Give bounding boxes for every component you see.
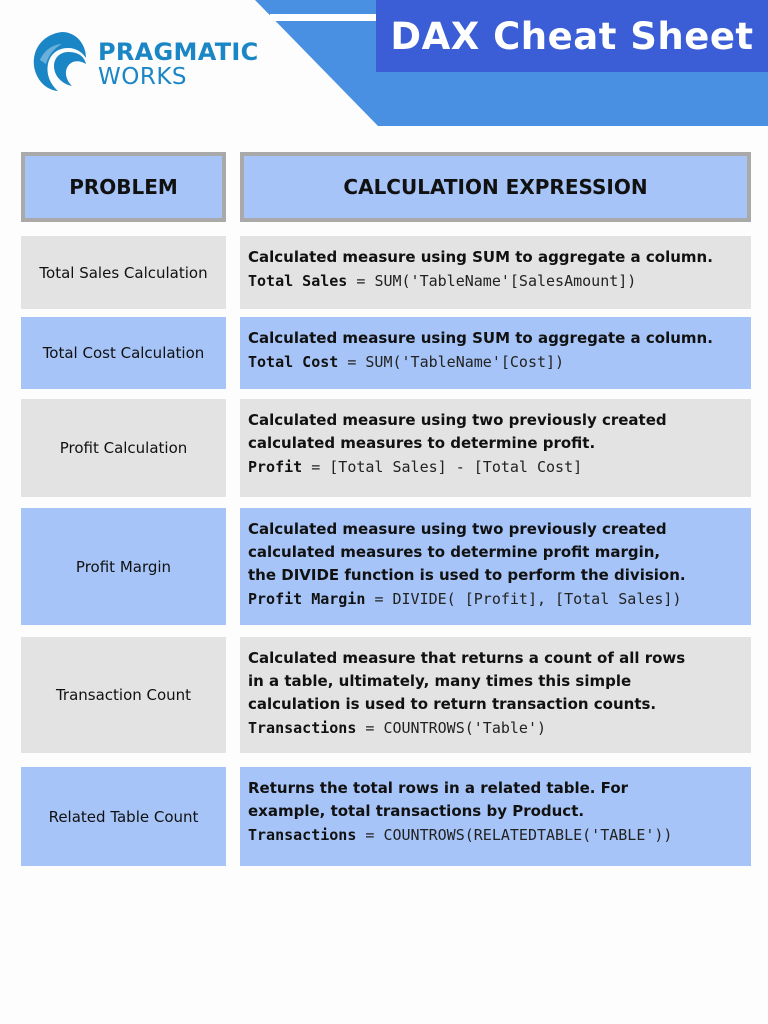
expression-description: Calculated measure using SUM to aggregate a column. xyxy=(248,248,713,266)
dax-expression: SUM('TableName'[Cost]) xyxy=(365,353,565,371)
equals-operator: = xyxy=(365,826,375,844)
problem-label: Profit Margin xyxy=(75,557,172,576)
measure-name: Total Sales xyxy=(248,272,348,290)
row-problem-total-sales xyxy=(21,236,226,309)
dax-code xyxy=(248,350,743,374)
expression-description: Calculated measure that returns a count of all rows in a table, ultimately, many times this simple calculation is used to return transaction counts. xyxy=(248,649,686,713)
row-problem-transaction-count xyxy=(21,637,226,753)
column-header-calculation xyxy=(240,152,751,222)
equals-operator: = xyxy=(311,458,321,476)
pragmatic-works-logo[interactable] xyxy=(32,30,272,94)
row-problem-profit-margin xyxy=(21,508,226,625)
equals-operator: = xyxy=(347,353,357,371)
dax-expression: DIVIDE( [Profit], [Total Sales]) xyxy=(392,590,682,608)
row-expression-total-sales xyxy=(240,236,751,309)
equals-operator: = xyxy=(365,719,375,737)
dax-expression: COUNTROWS(RELATEDTABLE('TABLE')) xyxy=(383,826,673,844)
dax-code xyxy=(248,716,743,740)
dax-code xyxy=(248,587,743,611)
dax-expression: SUM('TableName'[SalesAmount]) xyxy=(374,272,637,290)
problem-label: Related Table Count xyxy=(48,807,199,826)
column-header-problem xyxy=(21,152,226,222)
row-expression-transaction-count xyxy=(240,637,751,753)
expression-description: Returns the total rows in a related table. For example, total transactions by Product. xyxy=(248,779,629,820)
problem-label: Total Sales Calculation xyxy=(39,263,208,282)
dax-code xyxy=(248,455,743,479)
dax-expression: COUNTROWS('Table') xyxy=(383,719,547,737)
dax-code xyxy=(248,269,743,293)
wave-logo-icon xyxy=(32,30,90,92)
dax-code xyxy=(248,823,743,847)
row-expression-related-table-count xyxy=(240,767,751,866)
problem-label: Transaction Count xyxy=(55,686,192,704)
problem-label: Profit Calculation xyxy=(59,439,188,457)
row-expression-total-cost xyxy=(240,317,751,389)
title-box xyxy=(376,0,768,72)
measure-name: Profit Margin xyxy=(248,590,366,608)
row-expression-profit-margin xyxy=(240,508,751,625)
page-title: DAX Cheat Sheet xyxy=(390,14,754,58)
problem-label: Total Cost Calculation xyxy=(42,344,205,362)
equals-operator: = xyxy=(356,272,366,290)
logo-text-pragmatic: PRAGMATIC xyxy=(98,38,259,66)
row-problem-profit xyxy=(21,399,226,497)
measure-name: Transactions xyxy=(248,719,357,737)
measure-name: Profit xyxy=(248,458,303,476)
dax-expression: [Total Sales] - [Total Cost] xyxy=(329,458,583,476)
measure-name: Total Cost xyxy=(248,353,339,371)
row-problem-related-table-count xyxy=(21,767,226,866)
logo-text-works: WORKS xyxy=(98,64,188,90)
equals-operator: = xyxy=(374,590,384,608)
row-problem-total-cost xyxy=(21,317,226,389)
expression-description: Calculated measure using two previously created calculated measures to determine profit margin, the DIVIDE function is used to perform the division. xyxy=(248,520,686,584)
row-expression-profit xyxy=(240,399,751,497)
column-header-calculation-label: CALCULATION EXPRESSION xyxy=(343,175,648,199)
column-header-problem-label: PROBLEM xyxy=(69,175,178,199)
expression-description: Calculated measure using two previously created calculated measures to determine profit. xyxy=(248,411,667,452)
measure-name: Transactions xyxy=(248,826,357,844)
expression-description: Calculated measure using SUM to aggregate a column. xyxy=(248,329,713,347)
